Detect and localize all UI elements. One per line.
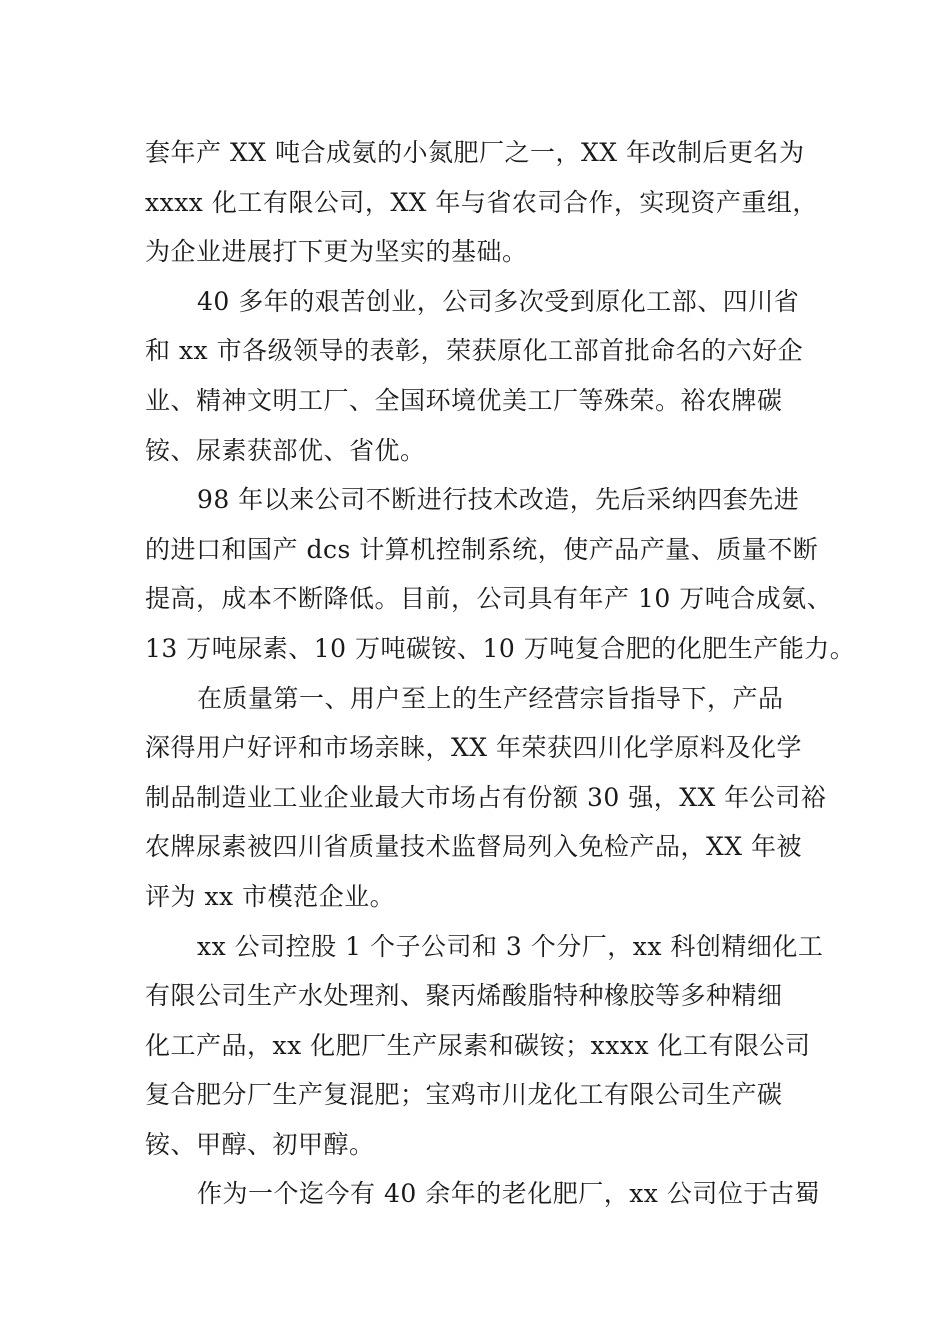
text-line: 40 多年的艰苦创业，公司多次受到原化工部、四川省 <box>197 286 800 316</box>
text-line: 铵、甲醇、初甲醇。 <box>145 1129 375 1159</box>
text-line: 和 xx 市各级领导的表彰，荣获原化工部首批命名的六好企 <box>145 336 804 366</box>
text-line: xx 公司控股 1 个子公司和 3 个分厂，xx 科创精细化工 <box>197 931 824 961</box>
text-line: 提高，成本不断降低。目前，公司具有年产 10 万吨合成氨、 <box>145 584 833 614</box>
text-line: 有限公司生产水处理剂、聚丙烯酸脂特种橡胶等多种精细 <box>145 981 783 1011</box>
text-line: 98 年以来公司不断进行技术改造，先后采纳四套先进 <box>197 485 800 515</box>
text-line: 评为 xx 市模范企业。 <box>145 881 396 911</box>
text-line: 的进口和国产 dcs 计算机控制系统，使产品产量、质量不断 <box>145 534 819 564</box>
text-line: 铵、尿素获部优、省优。 <box>145 435 426 465</box>
text-line: 为企业进展打下更为坚实的基础。 <box>145 237 528 267</box>
text-line: xxxx 化工有限公司，XX 年与省农司合作，实现资产重组， <box>145 187 818 217</box>
text-line: 农牌尿素被四川省质量技术监督局列入免检产品，XX 年被 <box>145 832 803 862</box>
text-line: 深得用户好评和市场亲睐，XX 年荣获四川化学原料及化学 <box>145 733 803 763</box>
text-line: 作为一个迄今有 40 余年的老化肥厂，xx 公司位于古蜀 <box>197 1179 820 1209</box>
text-line: 复合肥分厂生产复混肥；宝鸡市川龙化工有限公司生产碳 <box>145 1080 783 1110</box>
text-line: 业、精神文明工厂、全国环境优美工厂等殊荣。裕农牌碳 <box>145 385 783 415</box>
text-line: 在质量第一、用户至上的生产经营宗旨指导下，产品 <box>197 683 784 713</box>
text-line: 化工产品，xx 化肥厂生产尿素和碳铵；xxxx 化工有限公司 <box>145 1030 811 1060</box>
text-line: 13 万吨尿素、10 万吨碳铵、10 万吨复合肥的化肥生产能力。 <box>145 633 856 663</box>
text-line: 套年产 XX 吨合成氨的小氮肥厂之一，XX 年改制后更名为 <box>145 138 805 167</box>
text-line: 制品制造业工业企业最大市场占有份额 30 强，XX 年公司裕 <box>145 782 827 812</box>
body-text <box>145 128 856 1219</box>
